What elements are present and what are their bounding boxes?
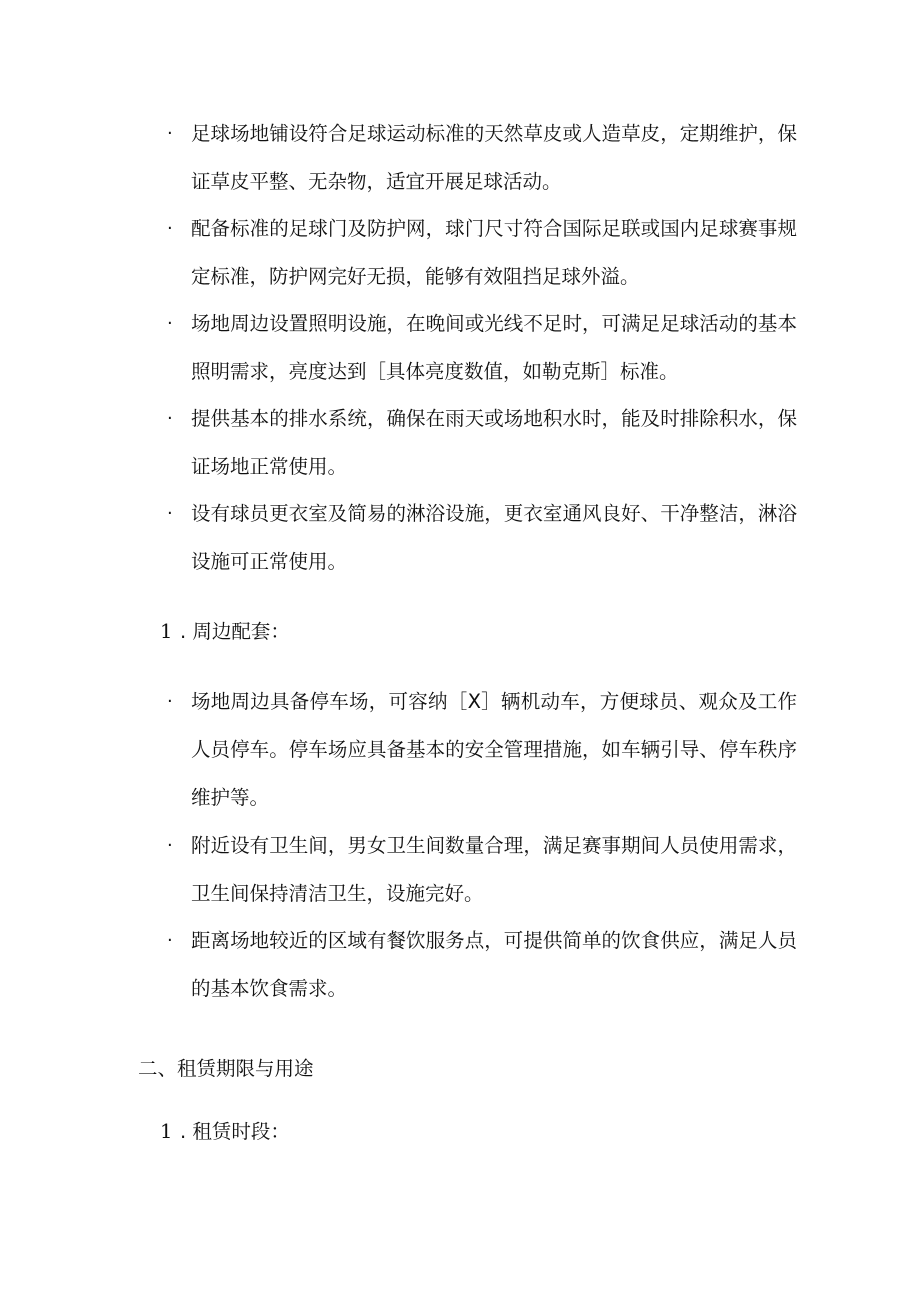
list-item-text: 配备标准的足球门及防护网，球门尺寸符合国际足联或国内足球赛事规定标准，防护网完好无损，能够有效阻挡足球外溢。 [191, 217, 797, 288]
list-item-text: 场地周边设置照明设施，在晚间或光线不足时，可满足足球活动的基本照明需求，亮度达到［具体亮度数值，如勒克斯］标准。 [191, 312, 797, 383]
subsection-heading-lease-period [160, 1117, 290, 1147]
list-item-text: 设有球员更衣室及简易的淋浴设施，更衣室通风良好、干净整洁，淋浴设施可正常使用。 [191, 502, 797, 573]
list-item [167, 205, 797, 301]
bullet-marker: · [167, 835, 173, 856]
subsection-title: . 租赁时段： [180, 1120, 290, 1143]
bullet-marker: · [167, 503, 173, 524]
bullet-marker: · [167, 930, 173, 951]
section-heading: 二、租赁期限与用途 [138, 1057, 314, 1080]
bullet-marker: · [167, 218, 173, 239]
list-item [167, 110, 797, 206]
subsection-number: 1 [160, 620, 173, 643]
list-item [167, 678, 797, 822]
subsection-number: 1 [160, 1120, 173, 1143]
subsection-heading-surrounding [160, 617, 290, 647]
list-item-text: 距离场地较近的区域有餐饮服务点，可提供简单的饮食供应，满足人员的基本饮食需求。 [191, 929, 797, 1000]
bullet-marker: · [167, 123, 173, 144]
subsection-title: . 周边配套： [180, 620, 290, 643]
list-item [167, 822, 797, 918]
list-item [167, 300, 797, 396]
list-item-text: 附近设有卫生间，男女卫生间数量合理，满足赛事期间人员使用需求，卫生间保持清洁卫生，设施完好。 [191, 834, 797, 905]
bullet-marker: · [167, 408, 173, 429]
list-item-text: 提供基本的排水系统，确保在雨天或场地积水时，能及时排除积水，保证场地正常使用。 [191, 407, 797, 478]
bullet-marker: · [167, 691, 173, 712]
list-item [167, 490, 797, 586]
list-item [167, 917, 797, 1013]
bullet-marker: · [167, 313, 173, 334]
list-item-text: 足球场地铺设符合足球运动标准的天然草皮或人造草皮，定期维护，保证草皮平整、无杂物，适宜开展足球活动。 [191, 122, 797, 193]
list-item-text: 场地周边具备停车场，可容纳［X］辆机动车，方便球员、观众及工作人员停车。停车场应具备基本的安全管理措施，如车辆引导、停车秩序维护等。 [191, 690, 797, 809]
list-item [167, 395, 797, 491]
